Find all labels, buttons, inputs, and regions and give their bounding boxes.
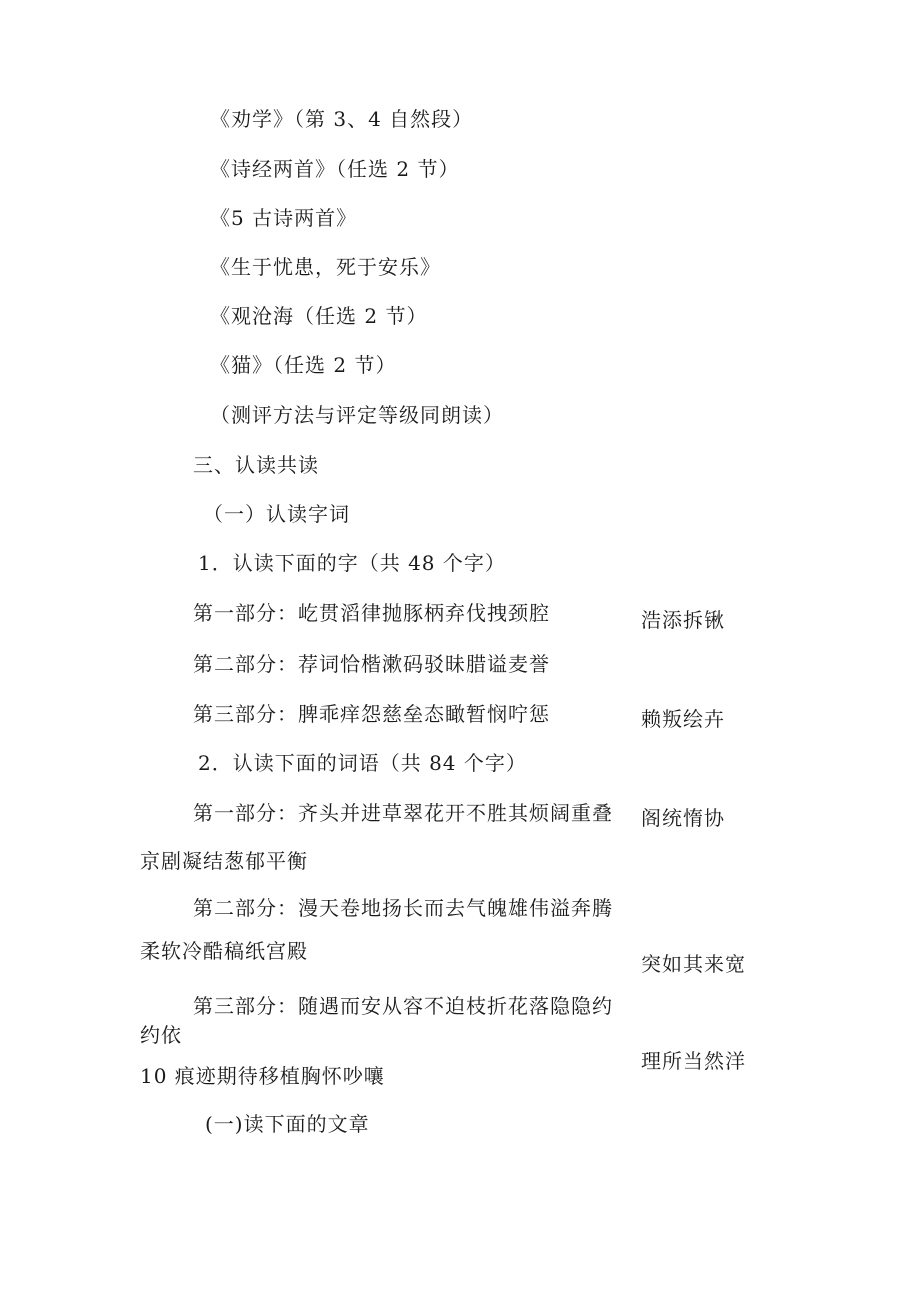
item-heading: 1．认读下面的字（共 48 个字） (198, 551, 506, 575)
text-line: 《劝学》（第 3、4 自然段） (210, 107, 474, 131)
section-heading: 三、认读共读 (193, 453, 319, 477)
item-heading: 2．认读下面的词语（共 84 个字） (198, 751, 527, 775)
text-line: 《诗经两首》（任选 2 节） (210, 157, 460, 181)
text-line: 柔软冷酷稿纸宫殿 (140, 939, 308, 963)
text-line: 第三部分：脾乖痒怨慈垒态瞰暂悯咛惩 (193, 702, 550, 726)
text-line: 第二部分：漫天卷地扬长而去气魄雄伟溢奔腾 (193, 896, 613, 920)
right-column-text: 赖叛绘卉 (641, 707, 725, 731)
subsection-heading: （一）认读字词 (203, 502, 350, 526)
right-column-text: 浩添拆锹 (641, 608, 725, 632)
text-line: 《观沧海（任选 2 节） (210, 304, 428, 328)
text-line: 第二部分：荐词恰楷漱码驳昧腊谥麦誉 (193, 652, 550, 676)
text-line: 约依 (140, 1023, 182, 1047)
text-line: （测评方法与评定等级同朗读） (210, 403, 504, 427)
right-column-text: 阁统惰协 (641, 806, 725, 830)
text-line: 第三部分：随遇而安从容不迫枝折花落隐隐约 (193, 994, 613, 1018)
text-line: 《5 古诗两首》 (210, 206, 358, 230)
text-line: 《猫》（任选 2 节） (210, 353, 397, 377)
text-line: 10 痕迹期待移植胸怀吵嚷 (140, 1064, 385, 1088)
text-line: 第一部分：齐头并进草翠花开不胜其烦阔重叠 (193, 801, 613, 825)
right-column-text: 突如其来宽 (641, 952, 746, 976)
text-line: 《生于忧患，死于安乐》 (210, 255, 441, 279)
text-line: 京剧凝结葱郁平衡 (140, 849, 308, 873)
right-column-text: 理所当然洋 (641, 1049, 746, 1073)
text-line: 第一部分：屹贯滔律抛豚柄弃伐拽颈腔 (193, 601, 550, 625)
subsection-heading: (一)读下面的文章 (205, 1112, 370, 1136)
